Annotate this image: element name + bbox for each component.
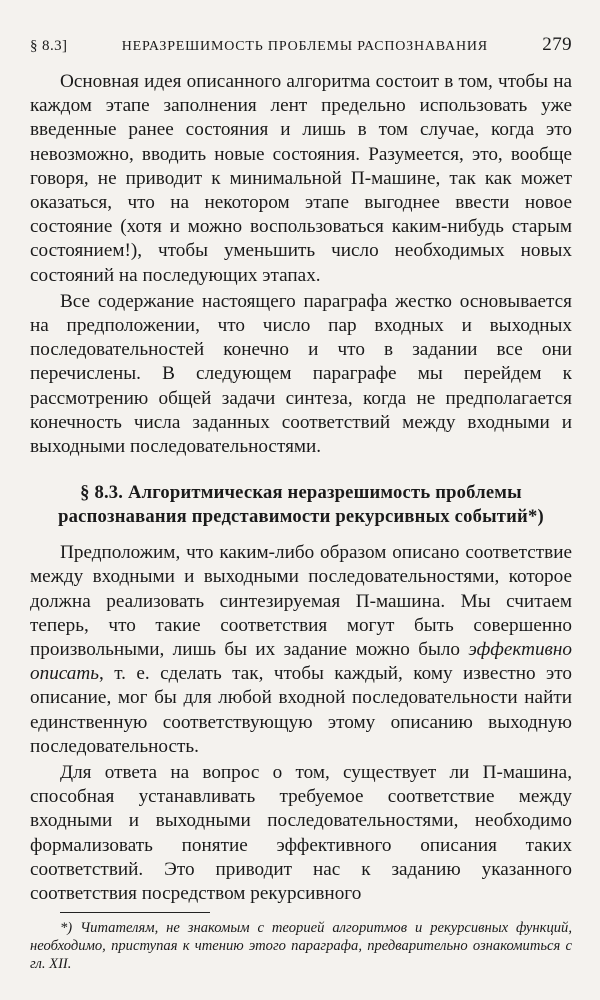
footnote-rule xyxy=(60,912,210,913)
section-heading xyxy=(30,481,572,529)
section-reference: § 8.3] xyxy=(30,38,68,54)
paragraph-3-end: , т. е. сделать так, чтобы каждый, кому известно это описание, мог бы для любой входной последовательности найти единственную соответствующую этому описанию выходную последовательность. xyxy=(30,663,572,757)
footnote: *) Читателям, не знакомым с теорией алгоритмов и рекурсивных функций, необходимо, приступая к чтению этого параграфа, предварительно ознакомиться с гл. XII. xyxy=(30,920,572,973)
section-heading-line-1: § 8.3. Алгоритмическая неразрешимость проблемы xyxy=(80,482,522,504)
paragraph-4: Для ответа на вопрос о том, существует ли П-машина, способная устанавливать требуемое соответствие между входными и выходными последовательностями, необходимо формализовать понятие эффективного описания таких соответствий. Это приводит нас к заданию указанного соответствия посредством рекурсивного xyxy=(30,762,572,905)
running-title: НЕРАЗРЕШИМОСТЬ ПРОБЛЕМЫ РАСПОЗНАВАНИЯ xyxy=(121,39,488,54)
paragraph-1: Основная идея описанного алгоритма состоит в том, чтобы на каждом этапе заполнения лент предельно использовать уже введенные ранее состояния и лишь в том случае, когда это невозможно, вводить новые состояния. Разумеется, это, вообще говоря, не приводит к минимальной П-машине, так как может оказаться, что на некотором этапе выгоднее ввести новое состояние (хотя и можно воспользоваться каким-нибудь старым состоянием!), чтобы уменьшить число необходимых новых состояний на последующих этапах. xyxy=(30,71,572,286)
paragraph-3-emphasis: эффективно описать xyxy=(30,639,572,685)
section-heading-line-2: распознавания представимости рекурсивных событий*) xyxy=(58,506,544,528)
paragraph-3-start: Предположим, что каким-либо образом описано соответствие между входными и выходными последовательностями, которое должна реализовать синтезируемая П-машина. Мы считаем теперь, что такие соответствия могут быть совершенно произвольными, лишь бы их задание можно было xyxy=(30,542,572,661)
running-head xyxy=(30,34,572,56)
page-number: 279 xyxy=(542,34,572,55)
paragraph-3 xyxy=(30,541,572,759)
paragraph-2: Все содержание настоящего параграфа жестко основывается на предположении, что число пар входных и выходных последовательностей конечно и что в задании все они перечислены. В следующем параграфе мы перейдем к рассмотрению общей задачи синтеза, когда не предполагается конечность числа заданных соответствий между входными и выходными последовательностями. xyxy=(30,290,572,458)
